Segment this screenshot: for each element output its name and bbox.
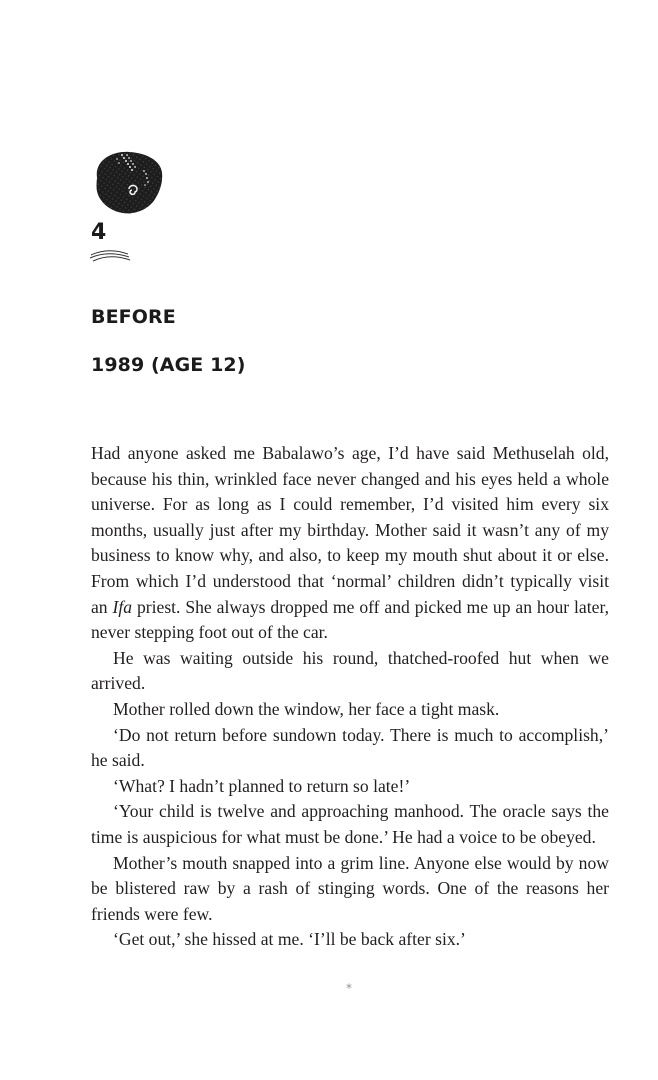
paragraph [91, 441, 609, 646]
italic-term: Ifa [112, 596, 133, 617]
paragraph: ‘Do not return before sundown today. There is much to accomplish,’ he said. [91, 724, 609, 771]
part-heading: BEFORE [91, 306, 176, 328]
paragraph-text: priest. She always dropped me off and picked me up an hour later, never stepping foot out of the car. [91, 596, 609, 643]
wave-lines-icon [88, 248, 132, 262]
paragraph: Mother’s mouth snapped into a grim line. Anyone else would by now be blistered raw by a rash of stinging words. One of the reasons her friends were few. [91, 852, 609, 924]
paragraph-text: Had anyone asked me Babalawo’s age, I’d have said Methuselah old, because his thin, wrinkled face never changed and his eyes held a whole universe. For as long as I could remember, I’d visited him every six months, usually just after my birthday. Mother said it wasn’t any of my business to know why, and also, to keep my mouth shut about it or else. From which I’d understood that ‘normal’ children didn’t typically visit an [91, 443, 609, 617]
scene-break-asterisk: * [346, 982, 352, 995]
paragraph: ‘What? I hadn’t planned to return so late!’ [113, 775, 411, 796]
patterned-round-stone-icon [89, 147, 165, 217]
paragraph: Mother rolled down the window, her face a tight mask. [113, 698, 500, 719]
date-heading: 1989 (AGE 12) [91, 354, 246, 376]
paragraph: ‘Get out,’ she hissed at me. ‘I’ll be back after six.’ [113, 929, 466, 950]
chapter-number: 4 [91, 220, 107, 245]
paragraph: He was waiting outside his round, thatched-roofed hut when we arrived. [91, 647, 609, 694]
paragraph: ‘Your child is twelve and approaching manhood. The oracle says the time is auspicious for what must be done.’ He had a voice to be obeyed. [91, 801, 609, 847]
chapter-body [91, 441, 609, 953]
